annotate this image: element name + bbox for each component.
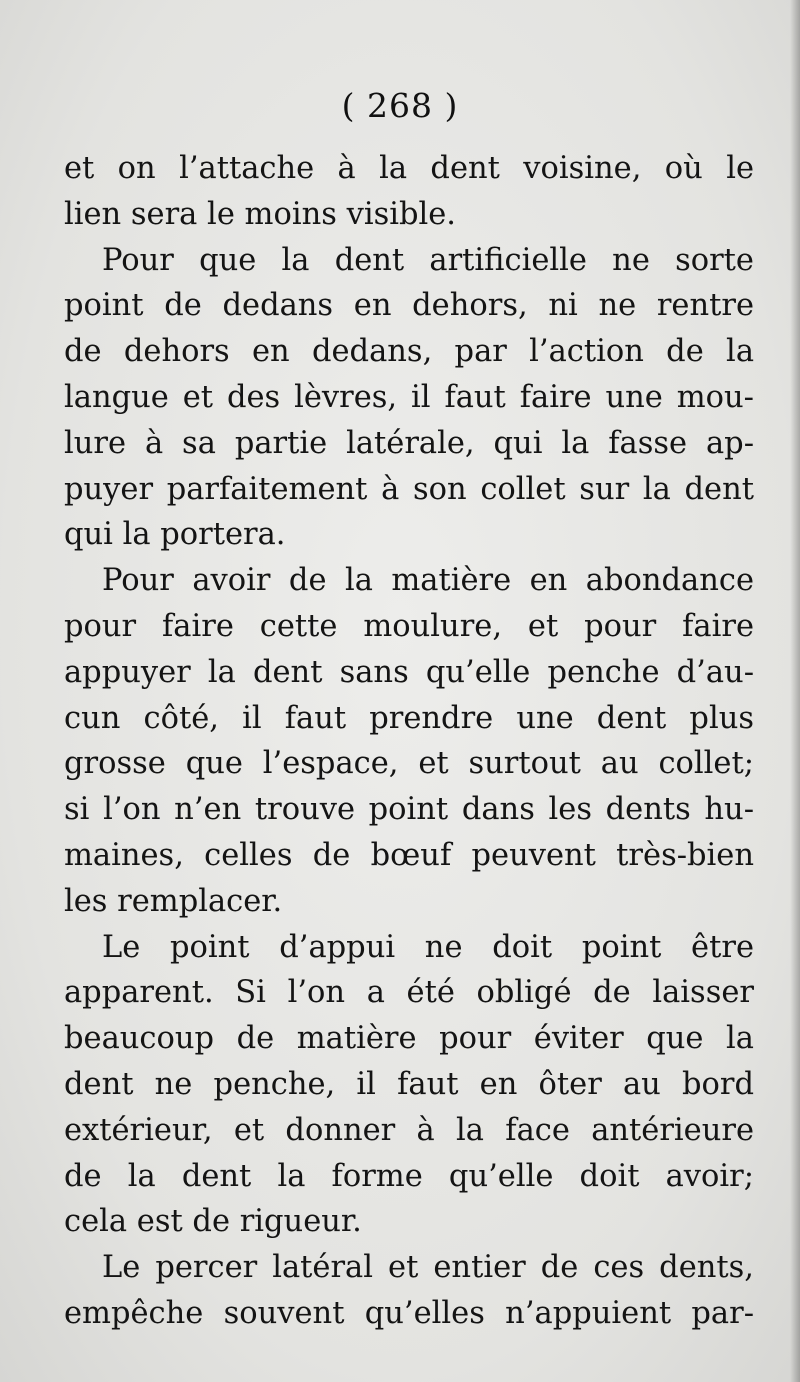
body-text — [64, 146, 754, 1337]
text-line: cun côté, il faut prendre une dent plus — [64, 700, 754, 736]
text-line: beaucoup de matière pour éviter que la — [64, 1021, 754, 1057]
text-line: de la dent la forme qu’elle doit avoir; — [64, 1158, 754, 1194]
text-line: les remplacer. — [64, 883, 283, 919]
text-line: puyer parfaitement à son collet sur la dent — [64, 471, 754, 507]
text-line: Le percer latéral et entier de ces dents, — [102, 1250, 754, 1286]
text-line: et on l’attache à la dent voisine, où le — [64, 151, 754, 186]
text-line: dent ne penche, il faut en ôter au bord — [64, 1066, 754, 1102]
text-line: de dehors en dedans, par l’action de la — [64, 334, 754, 370]
text-line: empêche souvent qu’elles n’appuient par- — [64, 1295, 754, 1331]
text-line: apparent. Si l’on a été obligé de laisser — [64, 975, 754, 1011]
text-line: qui la portera. — [64, 517, 286, 553]
text-line: pour faire cette moulure, et pour faire — [64, 608, 754, 644]
text-line: Pour avoir de la matière en abondance — [102, 563, 754, 599]
page-number: ( 268 ) — [341, 86, 459, 125]
text-line: Le point d’appui ne doit point être — [102, 929, 754, 965]
text-line: point de dedans en dehors, ni ne rentre — [64, 288, 754, 324]
text-line: maines, celles de bœuf peuvent très-bien — [64, 837, 754, 873]
text-line: extérieur, et donner à la face antérieure — [64, 1112, 754, 1148]
text-line: Pour que la dent artificielle ne sorte — [102, 242, 754, 278]
text-line: appuyer la dent sans qu’elle penche d’au- — [64, 654, 754, 690]
text-line: lien sera le moins visible. — [64, 196, 457, 232]
text-line: cela est de rigueur. — [64, 1204, 362, 1240]
text-line: lure à sa partie latérale, qui la fasse ap- — [64, 425, 754, 461]
text-line: grosse que l’espace, et surtout au collet; — [64, 746, 754, 782]
page-edge-shadow — [790, 0, 800, 1382]
text-line: si l’on n’en trouve point dans les dents hu- — [64, 792, 754, 828]
text-line: langue et des lèvres, il faut faire une mou- — [64, 379, 754, 415]
